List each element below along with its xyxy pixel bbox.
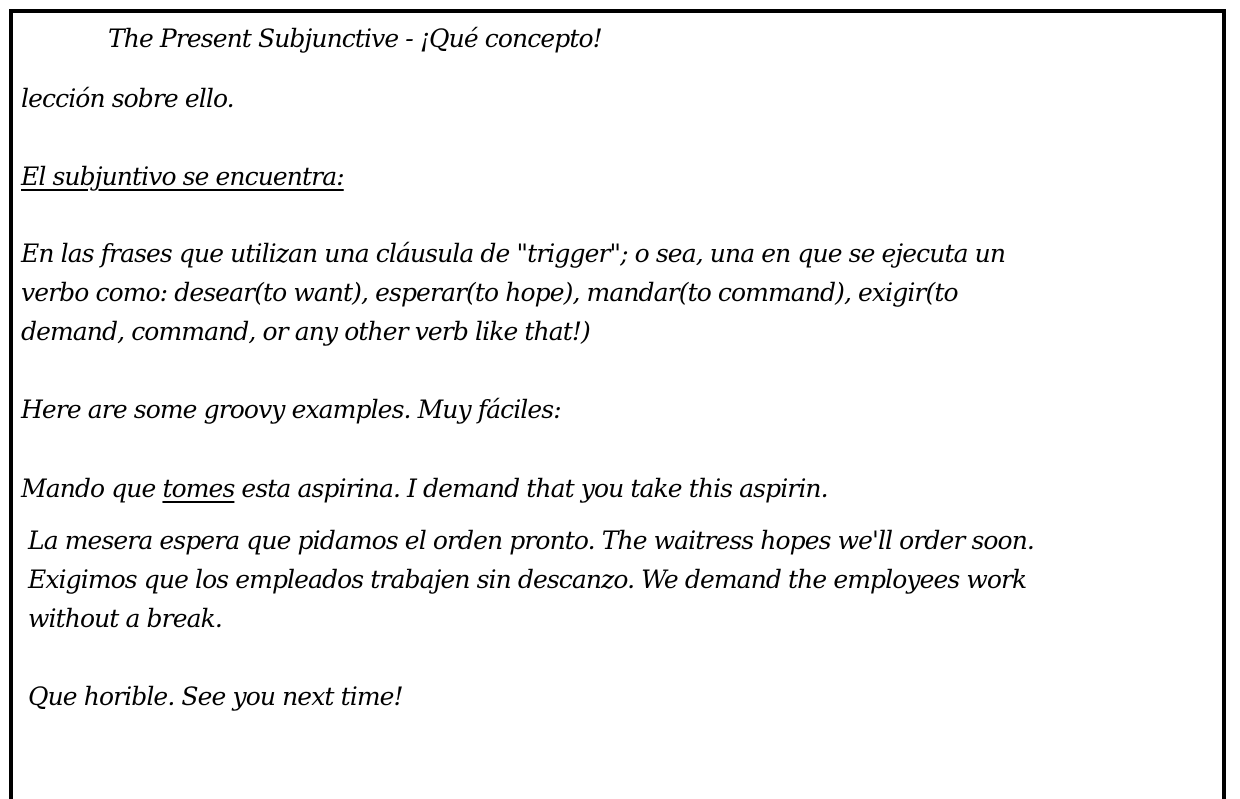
text-line-verbs: verbo como: desear(to want), esperar(to hope), mandar(to command), exigir(to [21,278,958,307]
closing-line: Que horible. See you next time! [28,682,403,711]
example-sentence-continuation: without a break. [28,604,222,633]
section-heading: El subjuntivo se encuentra: [21,162,344,191]
text-line-leccion: lección sobre ello. [21,84,234,113]
example-sentence-mesera: La mesera espera que pidamos el orden pronto. The waitress hopes we'll order soon. [28,526,1034,555]
text-line-trigger: En las frases que utilizan una cláusula de "trigger"; o sea, una en que se ejecuta un [21,239,1006,268]
text-line-examples-intro: Here are some groovy examples. Muy fáciles: [21,395,561,424]
document-title: The Present Subjunctive - ¡Qué concepto! [108,24,602,53]
example-text-end: esta aspirina. I demand that you take this aspirin. [234,474,828,503]
example-sentence-empleados: Exigimos que los empleados trabajen sin descanzo. We demand the employees work [28,565,1027,594]
example-text-start: Mando que [21,474,163,503]
underlined-verb: tomes [162,474,235,503]
text-line-demand: demand, command, or any other verb like that!) [21,317,590,346]
example-sentence-aspirina [21,474,828,504]
